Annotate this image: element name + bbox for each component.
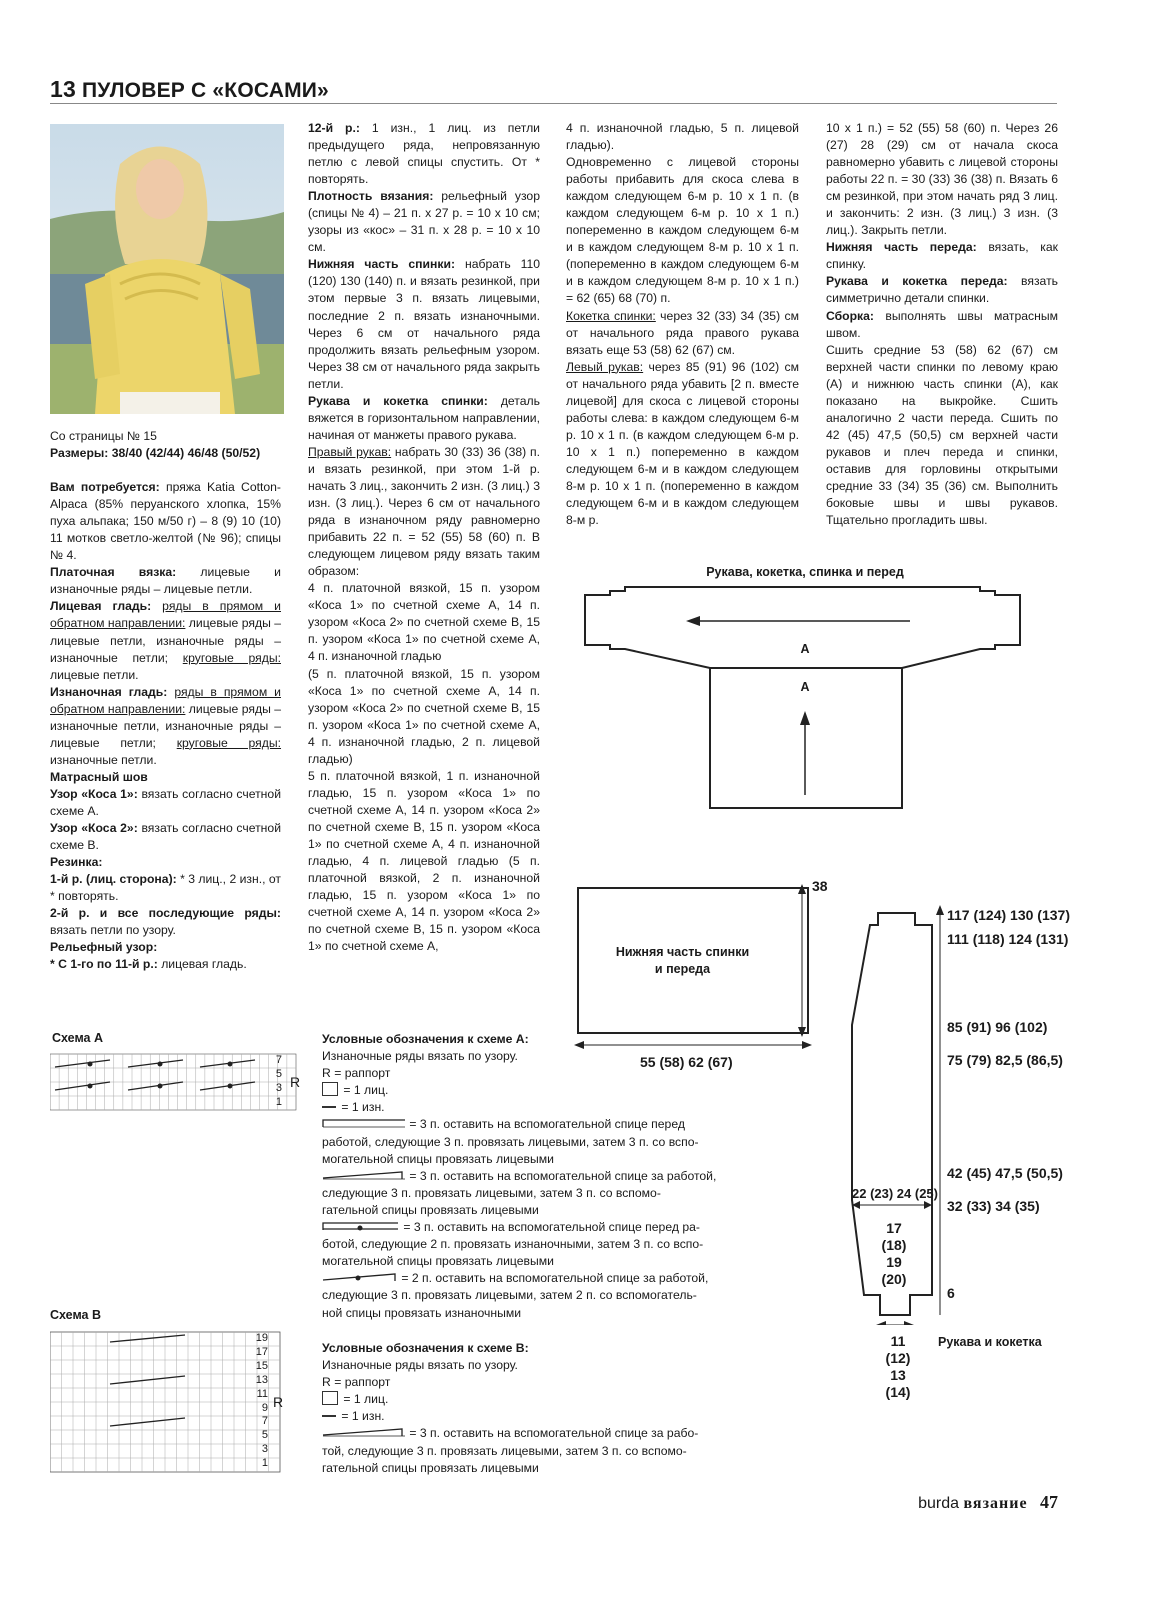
gauge-label: Плотность вязания:	[308, 189, 434, 204]
scheme-b-row: 3	[261, 1443, 268, 1456]
legend-b-cable-back: = 3 п. оставить на вспомогательной спице за рабо-	[406, 1426, 699, 1441]
sleeve-dim-3: 85 (91) 96 (102)	[947, 1019, 1048, 1035]
left-sleeve-value: через 85 (91) 96 (102) см от начального ряда убавить [2 п. вместе лицевой] для скоса с лицевой стороны работы слева: в каждом следующем 6-м р. 10 х 1 п. (в каждом следующем 6-м р. 10 х 1 п.) попеременно в каждом следующем 6-м и в каждом следующем 8-м р. 10 х 1 п. (попеременно в каждом следующем 6-м и в каждом следующем 8-м р.	[566, 359, 799, 528]
knit-symbol-icon	[322, 1391, 338, 1405]
stockinette-flat-value: лицевые ряды – лицевые петли, изнаночные ряды – изнаночные петли;	[50, 616, 281, 665]
scheme-a-repeat: R	[290, 1074, 301, 1090]
sleeves-yoke-diagram	[580, 585, 1030, 815]
seam-label-a-bottom: A	[800, 680, 810, 694]
pattern-sequence-3: 5 п. платочной вязкой, 1 п. изнаночной гладью, 15 п. узором «Коса 1» по счетной схеме А, 14 п. узором «Коса 2» по счетной схеме В, 15 п. узором «Коса 1» по счетной схеме А, 4 п. изнаночной гладью, 4 п. лицевой гладью (5 п. платочной вязкой, 2 п. изнаночной гладью, 15 п. узором «Коса 1» по счетной схеме А, 14 п. узором «Коса 2» по счетной схеме В, 15 п. узором «Коса 1» по счетной схеме А,	[308, 768, 540, 954]
legend-a	[322, 1031, 742, 1322]
mattress-label: Матрасный шов	[50, 769, 148, 784]
scheme-b-row: 17	[255, 1345, 268, 1358]
sleeve-bottom-2: (12)	[885, 1350, 911, 1366]
purl-symbol-icon	[322, 1106, 336, 1108]
legend-b-line-1: Изнаночные ряды вязать по узору.	[322, 1358, 518, 1373]
text-column-3	[566, 120, 799, 529]
text-column-1	[50, 428, 281, 973]
reverse-flat-value: лицевые ряды – изнаночные петли, изнаночные ряды – лицевые петли;	[50, 701, 281, 750]
front-yoke-value: вязать симметрично детали спинки.	[826, 274, 1058, 306]
legend-b	[322, 1340, 742, 1477]
sleeve-dim-4: 75 (79) 82,5 (86,5)	[947, 1052, 1063, 1068]
lower-back-title-1: Нижняя часть спинки	[615, 945, 750, 959]
sleeve-bottom-4: (14)	[885, 1384, 911, 1400]
top-diagram-title: Рукава, кокетка, спинка и перед	[706, 565, 904, 579]
row12-value: 1 изн., 1 лиц. из петли предыдущего ряда, непровязанную петлю с левой спицы спустить. От * повторять.	[308, 121, 540, 187]
cable2-value: вязать согласно счетной схеме В.	[50, 821, 281, 853]
scheme-a-row: 3	[275, 1082, 282, 1094]
scheme-a-row: 7	[275, 1054, 282, 1066]
lower-back-label-box	[600, 944, 765, 978]
stockinette-round-value: лицевые петли.	[50, 667, 139, 682]
height-dimension: 38	[812, 878, 828, 894]
sleeve-diagram-caption: Рукава и кокетка	[938, 1335, 1042, 1349]
legend-a-cable-front-3: могательной спицы провязать лицевыми	[322, 1151, 554, 1166]
sleeve-bottom-1: 11	[890, 1333, 906, 1349]
legend-b-cable-back-2: той, следующие 3 п. провязать лицевыми, затем 3 п. со вспомо-	[322, 1443, 687, 1458]
materials-label: Вам потребуется:	[50, 480, 160, 495]
reverse-label: Изнаночная гладь:	[50, 684, 168, 699]
scheme-b-row-numbers	[252, 1332, 268, 1471]
cable2-label: Узор «Коса 2»:	[50, 821, 138, 836]
sleeve-bottom-dims	[876, 1333, 920, 1401]
legend-a-knit: = 1 лиц.	[340, 1083, 389, 1098]
legend-b-cable-back-3: гательной спицы провязать лицевыми	[322, 1460, 539, 1475]
lower-back-title-2: и переда	[654, 962, 711, 976]
reverse-round-value: изнаночные петли.	[50, 752, 157, 767]
materials-value: пряжа Katia Cotton-Alpaca (85% перуанского хлопка, 15% пуха альпака; 150 м/50 г) – 8 (9) 10 (10) 11 мотков светло-желтой (№ 96); спицы № 4.	[50, 480, 281, 563]
text-column-4	[826, 120, 1058, 529]
legend-a-cable-front-purl: = 3 п. оставить на вспомогательной спице перед ра-	[400, 1220, 700, 1235]
scheme-a-title: Схема А	[52, 1031, 103, 1045]
right-sleeve-value: набрать 30 (33) 36 (38) п. и вязать резинкой, при этом 1-й р. начать 3 лиц., закончить 2 изн. (3 лиц.) 3 изн. (3 лиц.). Через 6 см от начального ряда в изнаночном ряду равномерно прибавить 22 п. = 52 (55) 58 (60) п. В следующем лицевом ряду вязать таким образом:	[308, 444, 540, 579]
assembly-instructions: Сшить средние 53 (58) 62 (67) см верхней части спинки по левому краю (А) и нижнюю часть спинки (А), как показано на выкройке. Сшить аналогично 2 части переда. Сшить по 42 (45) 47,5 (50,5) см верхней части рукавов и плеч переда и спинки, оставив для горловины открытыми средние 33 (34) 35 (36) см. Выполнить боковые швы и швы рукавов. Тщательно прогладить швы.	[826, 342, 1058, 528]
scheme-b-row: 5	[261, 1429, 268, 1442]
legend-a-purl: = 1 изн.	[338, 1100, 385, 1115]
pattern-title: ПУЛОВЕР С «КОСАМИ»	[81, 79, 329, 102]
sleeve-inner-2: (18)	[881, 1237, 907, 1253]
right-sleeve-label: Правый рукав:	[308, 444, 392, 459]
sleeve-cuff-width: 22 (23) 24 (25)	[852, 1186, 938, 1201]
stockinette-label: Лицевая гладь:	[50, 599, 152, 614]
scheme-b-chart	[50, 1330, 285, 1475]
scheme-b-row: 11	[256, 1387, 268, 1400]
scheme-b-row: 13	[255, 1373, 268, 1386]
stockinette-flat: ряды в прямом и обратном направлении:	[50, 599, 281, 631]
legend-b-line-2: R = раппорт	[322, 1375, 391, 1390]
rib-label: Резинка:	[50, 855, 103, 870]
left-sleeve-label: Левый рукав:	[566, 359, 644, 374]
model-photo	[50, 124, 284, 414]
sleeve-inner-dims	[872, 1220, 916, 1288]
sleeve-dim-1: 117 (124) 130 (137)	[947, 907, 1070, 923]
footer-magazine: вязание	[963, 1495, 1028, 1512]
sleeves-yoke-value: деталь вяжется в горизонтальном направлении, начиная от манжеты правого рукава.	[308, 393, 540, 442]
pattern-sequence-1: 4 п. платочной вязкой, 15 п. узором «Коса 1» по счетной схеме А, 14 п. узором «Коса 2» по счетной схеме В, 15 п. узором «Коса 1» по счетной схеме А, 4 п. изнаночной гладью	[308, 581, 540, 664]
scheme-a-chart	[50, 1052, 300, 1112]
scheme-a-row: 5	[275, 1068, 282, 1080]
back-yoke-value: через 32 (33) 34 (35) см от начального ряда правого рукава вязать еще 53 (58) 62 (67) см.	[566, 308, 799, 357]
cable-back-icon	[322, 1170, 406, 1180]
cable1-label: Узор «Коса 1»:	[50, 786, 138, 801]
knit-symbol-icon	[322, 1082, 338, 1096]
legend-a-cable-front-purl-2: ботой, следующие 2 п. провязать изнаночными, затем 3 п. со вспо-	[322, 1237, 704, 1252]
relief-row1-label: * С 1-го по 11-й р.:	[50, 957, 158, 972]
scheme-b-row: 1	[261, 1457, 268, 1470]
sleeve-dim-5: 42 (45) 47,5 (50,5)	[947, 1165, 1063, 1181]
legend-a-cable-front-2: работой, следующие 3 п. провязать лицевыми, затем 3 п. со вспо-	[322, 1134, 699, 1149]
legend-a-cable-front: = 3 п. оставить на вспомогательной спице перед	[406, 1117, 685, 1132]
scheme-b-row: 19	[255, 1332, 268, 1344]
rib-row1-value: * 3 лиц., 2 изн., от * повторять.	[50, 872, 281, 904]
sleeve-dim-7: 6	[947, 1285, 955, 1301]
legend-a-line-1: Изнаночные ряды вязать по узору.	[322, 1049, 518, 1064]
col3-paragraph-2: Одновременно с лицевой стороны работы прибавить для скоса слева в каждом следующем 6-м р. 10 х 1 п. (в каждом следующем 6-м р. 10 х 1 п.) попеременно в каждом следующем 6-м и в каждом следующем 8-м р. 10 х 1 п. (попеременно в каждом следующем 6-м и в каждом следующем 8-м р. 10 х 1 п.) = 62 (65) 68 (70) п.	[566, 155, 799, 306]
scheme-b-row: 15	[255, 1359, 268, 1372]
page-footer	[918, 1492, 1058, 1513]
seam-label-a-top: A	[800, 642, 810, 656]
text-column-2	[308, 120, 540, 955]
col4-paragraph-1: 10 х 1 п.) = 52 (55) 58 (60) п. Через 26 (27) 28 (29) см от начала скоса равномерно убавить с лицевой стороны работы 22 п. = 30 (33) 36 (38) п. Вязать 6 см резинкой, при этом начать ряд 3 лиц. и закончить: 2 изн. (3 лиц.) 3 изн. (3 лиц.). Закрыть петли.	[826, 121, 1058, 238]
rib-row2-value: вязать петли по узору.	[50, 923, 176, 938]
assembly-label: Сборка:	[826, 308, 874, 323]
front-yoke-label: Рукава и кокетка переда:	[826, 274, 1008, 289]
sleeve-dim-2: 111 (118) 124 (131)	[947, 931, 1069, 947]
legend-a-cable-back-purl: = 2 п. оставить на вспомогательной спице за работой,	[398, 1271, 709, 1286]
legend-b-title: Условные обозначения к схеме В:	[322, 1341, 529, 1355]
source-page: Со страницы № 15	[50, 429, 157, 443]
legend-a-cable-back-purl-3: ной спицы провязать изнаночными	[322, 1305, 522, 1320]
header-rule	[50, 103, 1057, 104]
legend-a-cable-back-2: гательной спицы провязать лицевыми	[322, 1202, 539, 1217]
cable-back-purl-icon	[322, 1272, 398, 1282]
sleeve-bottom-3: 13	[890, 1367, 906, 1383]
reverse-flat: ряды в прямом и обратном направлении:	[50, 684, 281, 716]
sleeve-dim-6: 32 (33) 34 (35)	[947, 1198, 1040, 1214]
row12-label: 12-й р.:	[308, 121, 360, 135]
legend-a-title: Условные обозначения к схеме А:	[322, 1032, 529, 1046]
garter-value: лицевые и изнаночные ряды – лицевые петли.	[50, 565, 281, 597]
scheme-b-row: 7	[261, 1415, 268, 1428]
sleeves-yoke-label: Рукава и кокетка спинки:	[308, 393, 488, 408]
scheme-a-row-numbers	[270, 1053, 282, 1109]
pattern-sequence-2: (5 п. платочной вязкой, 15 п. узором «Коса 1» по счетной схеме А, 14 п. узором «Коса 2» по счетной схеме В, 15 п. узором «Коса 1» по счетной схеме А, 4 п. изнаночной гладью, 2 п. лицевой гладью)	[308, 666, 540, 766]
purl-symbol-icon	[322, 1415, 336, 1417]
scheme-b-repeat: R	[273, 1394, 284, 1410]
legend-b-knit: = 1 лиц.	[340, 1392, 389, 1407]
legend-a-line-2: R = раппорт	[322, 1066, 391, 1081]
legend-b-purl: = 1 изн.	[338, 1409, 385, 1424]
rib-row1-label: 1-й р. (лиц. сторона):	[50, 872, 177, 887]
relief-row1-value: лицевая гладь.	[157, 957, 247, 972]
sleeve-inner-4: (20)	[881, 1271, 907, 1287]
cable-front-icon	[322, 1118, 406, 1128]
scheme-a-row: 1	[275, 1096, 282, 1108]
lower-back-label: Нижняя часть спинки:	[308, 257, 456, 272]
garter-label: Платочная вязка:	[50, 565, 177, 580]
lower-back-value: набрать 110 (120) 130 (140) п. и вязать резинкой, при этом первые 3 п. вязать лицевыми, последние 2 п. вязать изнаночными. Через 6 см от начального ряда продолжить вязать рельефным узором. Через 38 см от начального ряда закрыть петли.	[308, 257, 540, 391]
back-yoke-label: Кокетка спинки:	[566, 308, 656, 323]
rib-row2-label: 2-й р. и все последующие ряды:	[50, 906, 281, 921]
scheme-b-title: Схема В	[50, 1308, 101, 1322]
footer-brand: burda	[918, 1495, 960, 1512]
stockinette-round: круговые ряды:	[182, 650, 281, 665]
lower-front-label: Нижняя часть переда:	[826, 240, 977, 255]
pattern-number: 13	[50, 76, 76, 102]
width-dimension: 55 (58) 62 (67)	[640, 1054, 733, 1070]
scheme-b-row: 9	[261, 1401, 268, 1414]
cable-front-purl-icon	[322, 1221, 400, 1231]
sleeve-inner-3: 19	[886, 1254, 902, 1270]
legend-a-cable-front-purl-3: могательной спицы провязать лицевыми	[322, 1254, 554, 1269]
cable-back-icon	[322, 1427, 406, 1437]
reverse-round: круговые ряды:	[176, 735, 282, 750]
sleeve-inner-1: 17	[886, 1220, 902, 1236]
page-title	[50, 76, 329, 103]
cable1-value: вязать согласно счетной схеме А.	[50, 786, 281, 818]
gauge-value: рельефный узор (спицы № 4) – 21 п. х 27 р. = 10 х 10 см; узоры из «кос» – 31 п. х 28 р. = 10 х 10 см.	[308, 189, 540, 255]
sizes-label: Размеры:	[50, 446, 109, 461]
legend-a-cable-back: = 3 п. оставить на вспомогательной спице за работой, следующие 3 п. провязать лицевыми, затем 3 п. со вспомо-	[322, 1168, 717, 1200]
assembly-value: выполнять швы матрасным швом.	[826, 308, 1058, 340]
page-number: 47	[1040, 1492, 1058, 1512]
relief-label: Рельефный узор:	[50, 940, 158, 955]
lower-front-value: вязать, как спинку.	[826, 240, 1058, 272]
legend-a-cable-back-purl-2: следующие 3 п. провязать лицевыми, затем 2 п. со вспомогатель-	[322, 1288, 697, 1303]
col3-paragraph-1: 4 п. изнаночной гладью, 5 п. лицевой гладью).	[566, 121, 799, 153]
sizes-value: 38/40 (42/44) 46/48 (50/52)	[108, 446, 261, 461]
